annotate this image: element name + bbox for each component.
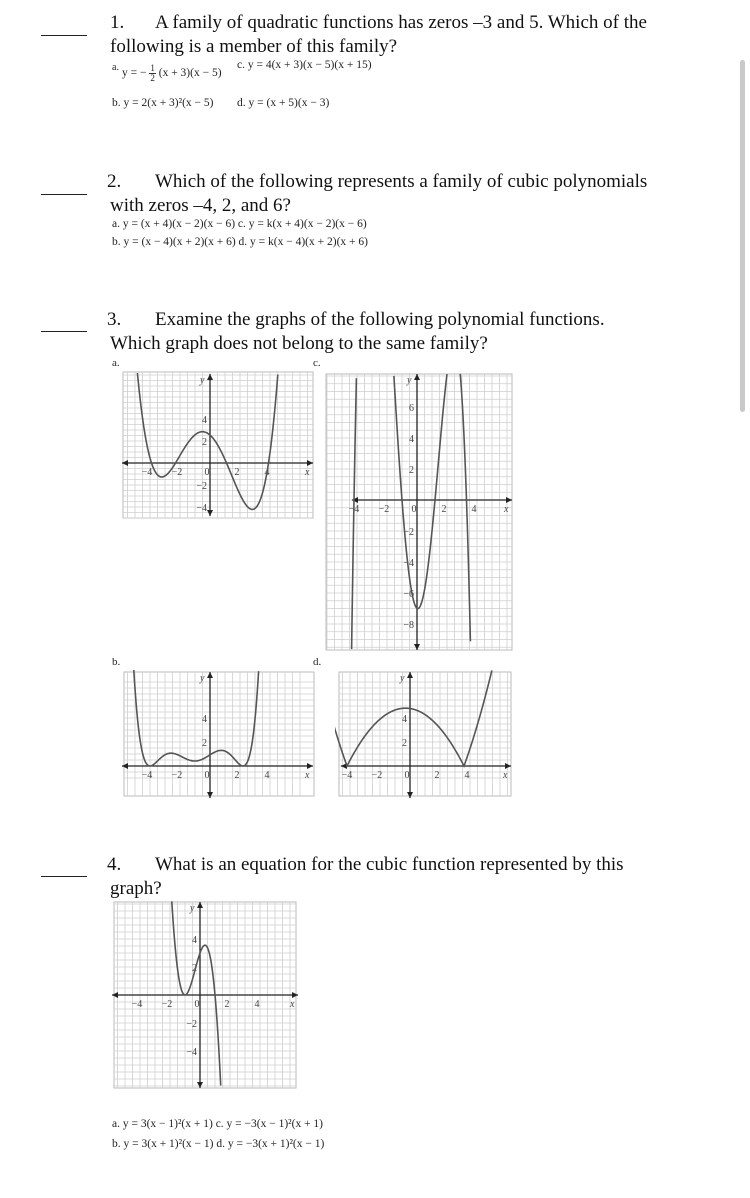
- graph-3b: [118, 668, 318, 800]
- x-tick-label: 2: [234, 770, 240, 781]
- graph-b-label: b.: [112, 656, 121, 668]
- y-tick-label: −4: [186, 1047, 197, 1058]
- graph-3a: [118, 370, 318, 520]
- y-tick-label: −6: [403, 589, 414, 600]
- q4-options-ac: a. y = 3(x − 1)²(x + 1) c. y = −3(x − 1)²(x + 1): [112, 1118, 324, 1130]
- x-tick-label: −2: [378, 504, 390, 515]
- q1-text-line2: following is a member of this family?: [110, 36, 398, 57]
- x-tick-label: 4: [464, 770, 470, 781]
- q3-text-line2: Which graph does not belong to the same family?: [110, 333, 488, 354]
- x-tick-label: 4: [264, 467, 270, 478]
- x-axis-label: x: [305, 467, 310, 478]
- q1-option-d: d. y = (x + 5)(x − 3): [237, 97, 330, 109]
- x-tick-label: 0: [194, 999, 200, 1010]
- x-tick-label: 0: [204, 770, 210, 781]
- x-tick-label: 2: [441, 504, 447, 515]
- q3-number: 3.: [107, 309, 122, 330]
- q1-option-a-label: a.: [112, 62, 119, 73]
- y-axis-label: y: [190, 903, 195, 914]
- y-tick-label: 2: [202, 738, 207, 749]
- answer-blank-q1[interactable]: [41, 35, 87, 36]
- y-tick-label: −2: [196, 481, 207, 492]
- x-tick-label: 0: [411, 504, 417, 515]
- q2-number: 2.: [107, 171, 122, 192]
- y-tick-label: −4: [196, 503, 207, 514]
- x-axis-label: x: [504, 504, 509, 515]
- q4-number: 4.: [107, 854, 122, 875]
- y-axis-label: y: [200, 375, 205, 386]
- graph-3c: [322, 370, 514, 652]
- y-tick-label: 4: [402, 714, 407, 725]
- q1-option-a-fraction: [149, 64, 156, 83]
- answer-blank-q4[interactable]: [41, 876, 87, 877]
- q1-fraction-numerator: 1: [150, 63, 155, 73]
- y-tick-label: 2: [192, 963, 197, 974]
- q1-option-a-rest: (x + 3)(x − 5): [158, 67, 222, 80]
- x-tick-label: −2: [171, 770, 183, 781]
- graph-c-label: c.: [313, 357, 321, 369]
- y-tick-label: 4: [202, 714, 207, 725]
- x-tick-label: 0: [404, 770, 410, 781]
- q1-option-a-prefix: y = −: [122, 67, 147, 80]
- y-tick-label: 2: [402, 738, 407, 749]
- x-tick-label: −2: [171, 467, 183, 478]
- x-tick-label: −4: [141, 467, 153, 478]
- x-tick-label: −2: [161, 999, 173, 1010]
- x-tick-label: 2: [224, 999, 230, 1010]
- q2-text-line2: with zeros –4, 2, and 6?: [110, 195, 291, 216]
- y-tick-label: 4: [192, 935, 197, 946]
- x-tick-label: −4: [141, 770, 153, 781]
- y-tick-label: 4: [202, 415, 207, 426]
- x-axis-label: x: [503, 770, 508, 781]
- y-tick-label: 6: [409, 403, 414, 414]
- x-axis-label: x: [290, 999, 295, 1010]
- q4-text-line2: graph?: [110, 878, 162, 899]
- y-tick-label: 2: [202, 437, 207, 448]
- graph-4: [108, 898, 300, 1090]
- x-tick-label: −2: [371, 770, 383, 781]
- x-axis-label: x: [305, 770, 310, 781]
- y-tick-label: 2: [409, 465, 414, 476]
- y-tick-label: −2: [403, 527, 414, 538]
- q4-options-bd: b. y = 3(x + 1)²(x − 1) d. y = −3(x + 1)²(x − 1): [112, 1138, 325, 1150]
- q1-fraction-denominator: 2: [150, 73, 155, 83]
- q1-text-line1: A family of quadratic functions has zeros –3 and 5. Which of the: [155, 12, 647, 33]
- y-tick-label: −2: [186, 1019, 197, 1030]
- x-tick-label: −4: [131, 999, 143, 1010]
- x-tick-label: 4: [254, 999, 260, 1010]
- scrollbar[interactable]: [740, 60, 745, 412]
- q4-text-line1: What is an equation for the cubic function represented by this: [155, 854, 624, 875]
- answer-blank-q2[interactable]: [41, 194, 87, 195]
- graph-a-label: a.: [112, 357, 120, 369]
- y-tick-label: −4: [403, 558, 414, 569]
- x-tick-label: 2: [434, 770, 440, 781]
- y-tick-label: −8: [403, 620, 414, 631]
- q1-number: 1.: [110, 12, 125, 33]
- answer-blank-q3[interactable]: [41, 331, 87, 332]
- y-axis-label: y: [400, 673, 405, 684]
- x-tick-label: 0: [204, 467, 210, 478]
- q2-options-ac: a. y = (x + 4)(x − 2)(x − 6) c. y = k(x + 4)(x − 2)(x − 6): [112, 218, 367, 230]
- x-tick-label: 4: [264, 770, 270, 781]
- q3-text-line1: Examine the graphs of the following polynomial functions.: [155, 309, 605, 330]
- y-tick-label: 4: [409, 434, 414, 445]
- y-axis-label: y: [200, 673, 205, 684]
- q1-option-b: b. y = 2(x + 3)²(x − 5): [112, 97, 214, 109]
- q1-option-c: c. y = 4(x + 3)(x − 5)(x + 15): [237, 59, 372, 71]
- graph-d-label: d.: [313, 656, 322, 668]
- q2-text-line1: Which of the following represents a family of cubic polynomials: [155, 171, 648, 192]
- x-tick-label: 2: [234, 467, 240, 478]
- x-tick-label: 4: [471, 504, 477, 515]
- q2-options-bd: b. y = (x − 4)(x + 2)(x + 6) d. y = k(x − 4)(x + 2)(x + 6): [112, 236, 368, 248]
- q1-option-a: [122, 64, 222, 83]
- graph-3d: [335, 668, 515, 800]
- x-tick-label: −4: [348, 504, 360, 515]
- y-axis-label: y: [407, 375, 412, 386]
- graph-frame: [124, 672, 314, 796]
- x-tick-label: −4: [341, 770, 353, 781]
